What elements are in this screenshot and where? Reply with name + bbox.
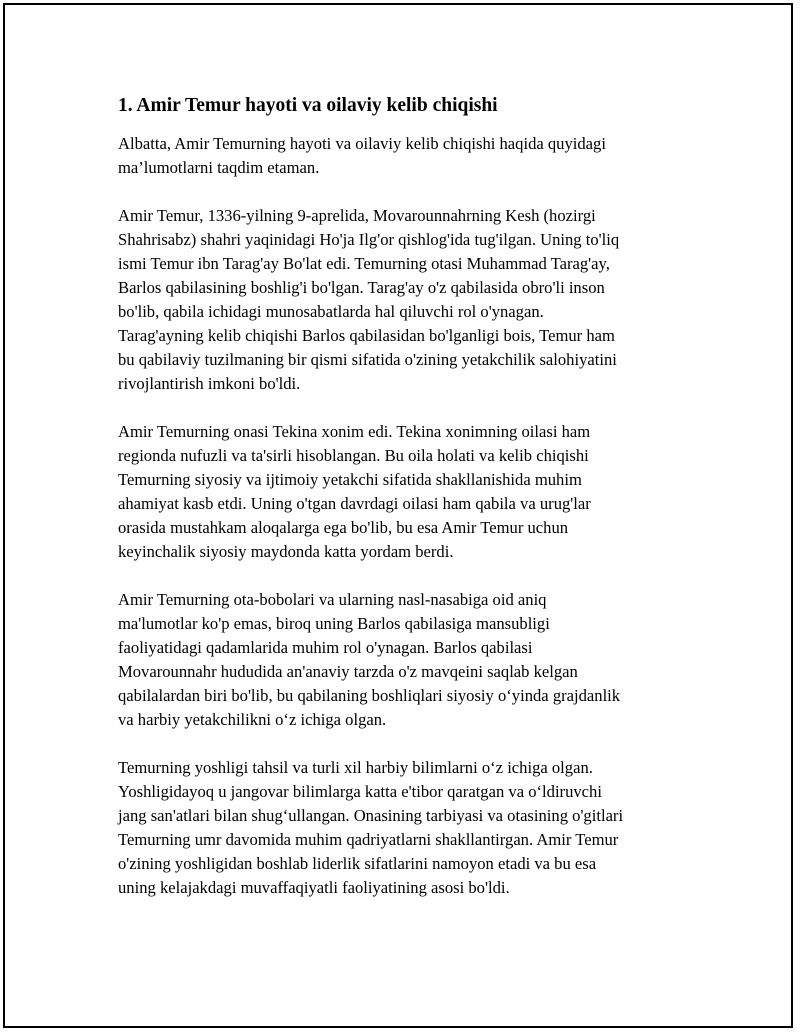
paragraph-ancestry: Amir Temurning ota-bobolari va ularning nasl-nasabiga oid aniq ma'lumotlar ko'p emas, biroq uning Barlos qabilasiga mansubligi faoliyatidagi qadamlarida muhim rol o'ynagan. Barlos qabilasi Movarounnahr hududida an'anaviy tarzda o'z mavqeini saqlab kelgan qabilalardan biri bo'lib, bu qabilaning boshliqlari siyosiy o‘yinda grajdanlik va harbiy yetakchilikni o‘z ichiga olgan. [118, 590, 621, 729]
paragraph-intro: Albatta, Amir Temurning hayoti va oilaviy kelib chiqishi haqida quyidagi ma’lumotlarni taqdim etaman. [118, 134, 606, 177]
paragraph-youth: Temurning yoshligi tahsil va turli xil harbiy bilimlarni o‘z ichiga olgan. Yoshligidayoq u jangovar bilimlarga katta e'tibor qaratgan va o‘ldiruvchi jang san'atlari bilan shug‘ullangan. Onasining tarbiyasi va otasining o'gitlari Temurning umr davomida muhim qadriyatlarni shakllantirgan. Amir Temur o'zining yoshligidan boshlab liderlik sifatlarini namoyon etadi va bu esa uning kelajakdagi muvaffaqiyatli faoliyatining asosi bo'ldi. [118, 758, 624, 897]
document-title: 1. Amir Temur hayoti va oilaviy kelib chiqishi [118, 95, 498, 116]
paragraph-birth: Amir Temur, 1336-yilning 9-aprelida, Movarounnahrning Kesh (hozirgi Shahrisabz) shahri yaqinidagi Ho'ja Ilg'or qishlog'ida tug'ilgan. Uning to'liq ismi Temur ibn Tarag'ay Bo'lat edi. Temurning otasi Muhammad Tarag'ay, Barlos qabilasining boshlig'i bo'lgan. Tarag'ay o'z qabilasida obro'li inson bo'lib, qabila ichidagi munosabatlarda hal qiluvchi rol o'ynagan. Tarag'ayning kelib chiqishi Barlos qabilasidan bo'lganligi bois, Temur ham bu qabilaviy tuzilmaning bir qismi sifatida o'zining yetakchilik salohiyatini rivojlantirish imkoni bo'ldi. [118, 206, 620, 393]
document-body [118, 92, 698, 924]
paragraph-mother: Amir Temurning onasi Tekina xonim edi. Tekina xonimning oilasi ham regionda nufuzli va ta'sirli hisoblangan. Bu oila holati va kelib chiqishi Temurning siyosiy va ijtimoiy yetakchi sifatida shakllanishida muhim ahamiyat kasb etdi. Uning o'tgan davrdagi oilasi ham qabila va urug'lar orasida mustahkam aloqalarga ega bo'lib, bu esa Amir Temur uchun keyinchalik siyosiy maydonda katta yordam berdi. [118, 422, 591, 561]
